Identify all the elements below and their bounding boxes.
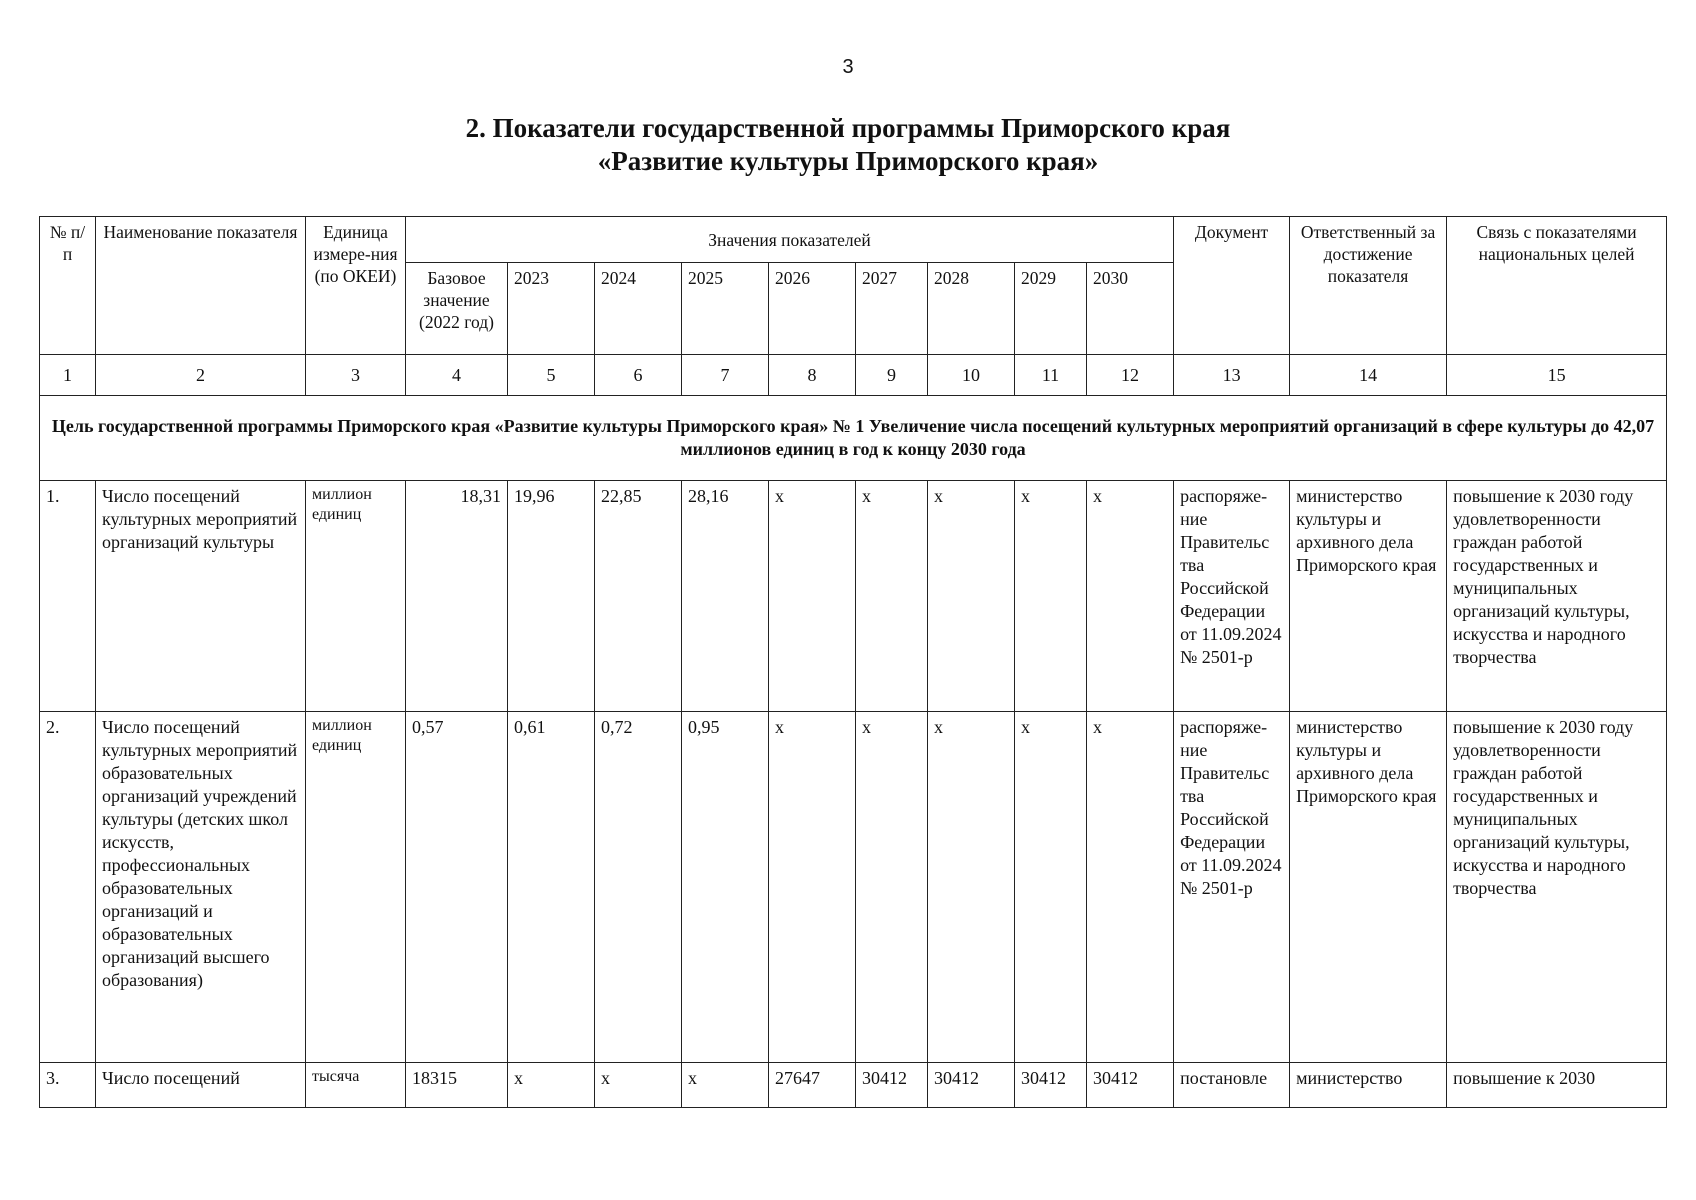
row-value: х xyxy=(595,1063,682,1108)
column-number: 4 xyxy=(406,355,508,396)
header-year: 2024 xyxy=(595,263,682,355)
column-number: 5 xyxy=(508,355,595,396)
row-value: 30412 xyxy=(1087,1063,1174,1108)
title-line-2: «Развитие культуры Приморского края» xyxy=(597,146,1099,176)
header-year: 2030 xyxy=(1087,263,1174,355)
title-line-1: 2. Показатели государственной программы Приморского края xyxy=(465,113,1231,143)
row-value: 0,95 xyxy=(682,712,769,1063)
row-link: повышение к 2030 xyxy=(1447,1063,1667,1108)
row-num: 3. xyxy=(40,1063,96,1108)
header-num: № п/п xyxy=(40,217,96,355)
row-value: 0,61 xyxy=(508,712,595,1063)
row-value: 22,85 xyxy=(595,481,682,712)
column-number: 10 xyxy=(928,355,1015,396)
column-number: 13 xyxy=(1174,355,1290,396)
column-number: 14 xyxy=(1290,355,1447,396)
header-year: 2026 xyxy=(769,263,856,355)
document-title xyxy=(0,112,1696,178)
row-responsible: министерство культуры и архивного дела Приморского края xyxy=(1290,712,1447,1063)
row-name: Число посещений xyxy=(96,1063,306,1108)
row-value: х xyxy=(1015,481,1087,712)
header-document: Документ xyxy=(1174,217,1290,355)
row-unit: миллион единиц xyxy=(306,481,406,712)
column-number: 9 xyxy=(856,355,928,396)
row-value: х xyxy=(856,712,928,1063)
table-row xyxy=(40,481,1667,712)
column-number: 7 xyxy=(682,355,769,396)
table-row xyxy=(40,1063,1667,1108)
row-num: 2. xyxy=(40,712,96,1063)
row-document: распоряже-ние Правительс тва Российской Федерации от 11.09.2024 № 2501-р xyxy=(1174,712,1290,1063)
row-value: 30412 xyxy=(856,1063,928,1108)
row-value: х xyxy=(1015,712,1087,1063)
row-link: повышение к 2030 году удовлетворенности граждан работой государственных и муниципальных организаций культуры, искусства и народного творчества xyxy=(1447,481,1667,712)
column-number: 3 xyxy=(306,355,406,396)
row-value: х xyxy=(1087,712,1174,1063)
row-base: 0,57 xyxy=(406,712,508,1063)
column-number: 12 xyxy=(1087,355,1174,396)
table-row xyxy=(40,712,1667,1063)
row-value: х xyxy=(928,481,1015,712)
row-base: 18,31 xyxy=(406,481,508,712)
header-year: 2025 xyxy=(682,263,769,355)
row-value: 27647 xyxy=(769,1063,856,1108)
header-year: 2028 xyxy=(928,263,1015,355)
row-value: х xyxy=(769,712,856,1063)
row-value: 19,96 xyxy=(508,481,595,712)
row-document: постановле xyxy=(1174,1063,1290,1108)
header-year: 2023 xyxy=(508,263,595,355)
row-link: повышение к 2030 году удовлетворенности граждан работой государственных и муниципальных организаций культуры, искусства и народного творчества xyxy=(1447,712,1667,1063)
row-value: 30412 xyxy=(1015,1063,1087,1108)
header-link: Связь с показателями национальных целей xyxy=(1447,217,1667,355)
program-goal: Цель государственной программы Приморского края «Развитие культуры Приморского края» № 1 Увеличение числа посещений культурных мероприятий организаций в сфере культуры до 42,07 миллионов единиц в год к концу 2030 года xyxy=(40,396,1667,481)
row-value: х xyxy=(508,1063,595,1108)
column-number: 11 xyxy=(1015,355,1087,396)
row-name: Число посещений культурных мероприятий организаций культуры xyxy=(96,481,306,712)
column-number: 15 xyxy=(1447,355,1667,396)
row-value: х xyxy=(1087,481,1174,712)
row-value: х xyxy=(928,712,1015,1063)
header-responsible: Ответственный за достижение показателя xyxy=(1290,217,1447,355)
row-value: 30412 xyxy=(928,1063,1015,1108)
row-unit: миллион единиц xyxy=(306,712,406,1063)
row-value: х xyxy=(856,481,928,712)
column-numbers-row xyxy=(40,355,1667,396)
header-name: Наименование показателя xyxy=(96,217,306,355)
header-row-1 xyxy=(40,217,1667,263)
row-name: Число посещений культурных мероприятий образовательных организаций учреждений культуры (детских школ искусств, профессиональных образовательных организаций и образовательных организаций высшего образования) xyxy=(96,712,306,1063)
row-unit: тысяча xyxy=(306,1063,406,1108)
row-value: 28,16 xyxy=(682,481,769,712)
column-number: 1 xyxy=(40,355,96,396)
header-values-group: Значения показателей xyxy=(406,217,1174,263)
column-number: 6 xyxy=(595,355,682,396)
indicators-table xyxy=(39,216,1667,1108)
row-value: х xyxy=(682,1063,769,1108)
header-year: 2029 xyxy=(1015,263,1087,355)
row-value: 0,72 xyxy=(595,712,682,1063)
row-value: х xyxy=(769,481,856,712)
column-number: 2 xyxy=(96,355,306,396)
row-responsible: министерство xyxy=(1290,1063,1447,1108)
header-unit: Единица измере-ния (по ОКЕИ) xyxy=(306,217,406,355)
header-base: Базовое значение (2022 год) xyxy=(406,263,508,355)
row-responsible: министерство культуры и архивного дела Приморского края xyxy=(1290,481,1447,712)
header-year: 2027 xyxy=(856,263,928,355)
goal-row xyxy=(40,396,1667,481)
page-number: 3 xyxy=(842,56,854,78)
row-base: 18315 xyxy=(406,1063,508,1108)
row-document: распоряже-ние Правительс тва Российской Федерации от 11.09.2024 № 2501-р xyxy=(1174,481,1290,712)
row-num: 1. xyxy=(40,481,96,712)
column-number: 8 xyxy=(769,355,856,396)
